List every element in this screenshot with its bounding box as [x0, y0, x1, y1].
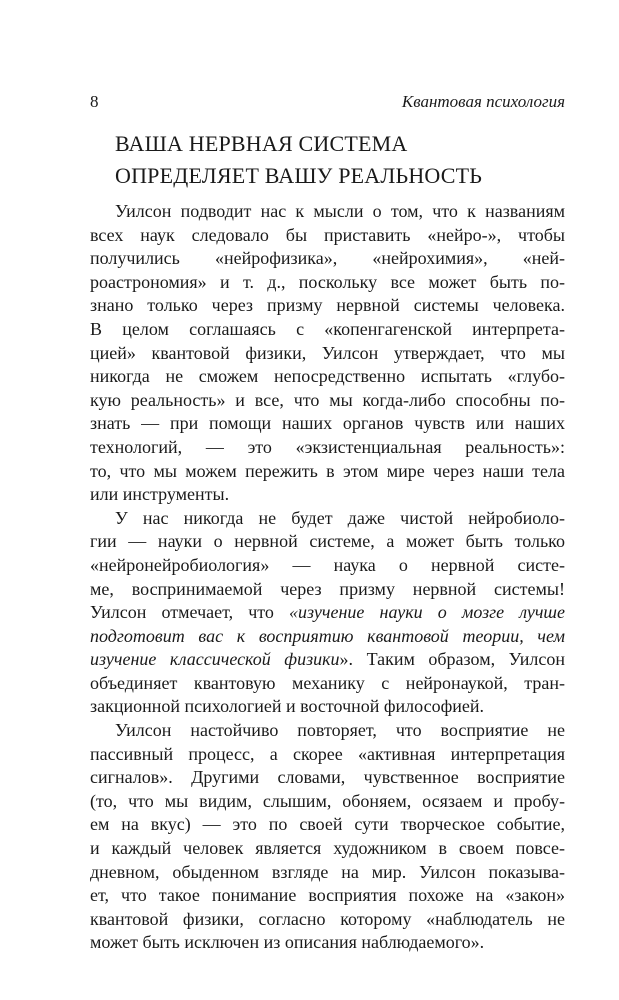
text-line: «нейронейробиология» — наука о нервной систе-: [90, 554, 565, 575]
quote-italic: изучение классической физики: [90, 649, 340, 670]
text-line: В целом соглашаясь с «копенгагенской интерпрета-: [90, 318, 565, 339]
text-line: ем на вкус) — это по своей сути творческое событие,: [90, 814, 565, 835]
body-text: [90, 200, 565, 955]
text-line: ме, воспринимаемой через призму нервной системы!: [90, 578, 565, 599]
text-line: Уилсон настойчиво повторяет, что восприятие не: [115, 720, 565, 741]
text-line: У нас никогда не будет даже чистой нейробиоло-: [115, 507, 565, 528]
text-line: получились «нейрофизика», «нейрохимия», «ней-: [90, 248, 565, 269]
text-line: знать — при помощи наших органов чувств или наших: [90, 413, 565, 434]
quote-italic: «изучение науки о мозге лучше: [289, 602, 565, 623]
text-line: дневном, обыденном взгляде на мир. Уилсон показыва-: [90, 861, 565, 882]
text-line: [90, 601, 565, 625]
section-heading: [115, 128, 482, 192]
section-heading-line-2: ОПРЕДЕЛЯЕТ ВАШУ РЕАЛЬНОСТЬ: [115, 163, 483, 188]
text-run: Уилсон отмечает, что: [90, 602, 290, 623]
book-title: Квантовая психология: [401, 92, 565, 111]
text-line: гии — науки о нервной системе, а может быть только: [90, 531, 565, 552]
text-line: (то, что мы видим, слышим, обоняем, осязаем и пробу-: [90, 790, 565, 811]
text-line: может быть исключен из описания наблюдаемого».: [90, 932, 485, 953]
page-number: 8: [90, 92, 99, 111]
text-line: никогда не сможем непосредственно испытать «глубо-: [90, 366, 565, 387]
text-line: закционной психологией и восточной философией.: [90, 696, 485, 717]
text-line: цией» квантовой физики, Уилсон утверждает, что мы: [90, 342, 565, 363]
text-line: роастрономия» и т. д., поскольку все может быть по-: [90, 271, 565, 292]
text-line: сигналов». Другими словами, чувственное восприятие: [90, 767, 565, 788]
text-line: Уилсон подводит нас к мысли о том, что к названиям: [115, 201, 565, 221]
text-line: всех наук следовало бы приставить «нейро-», чтобы: [90, 224, 565, 245]
paragraph-1: [90, 200, 565, 507]
text-line: технологий, — это «экзистенциальная реальность»:: [90, 436, 565, 457]
text-line: или инструменты.: [90, 484, 230, 505]
text-line: то, что мы можем пережить в этом мире через наши тела: [90, 460, 565, 481]
quote-italic: подготовит вас к восприятию квантовой теории, чем: [90, 625, 565, 646]
text-line: объединяет квантовую механику с нейронаукой, тран-: [90, 672, 565, 693]
section-heading-line-1: ВАША НЕРВНАЯ СИСТЕМА: [115, 131, 408, 156]
paragraph-2: [90, 507, 565, 719]
text-run: ». Таким образом, Уилсон: [339, 649, 566, 670]
text-line: [90, 625, 565, 649]
text-line: знано только через призму нервной системы человека.: [90, 295, 565, 316]
text-line: пассивный процесс, а скорее «активная интерпретация: [90, 743, 565, 764]
text-line: квантовой физики, согласно которому «наблюдатель не: [90, 908, 565, 929]
running-header: [90, 92, 565, 116]
text-line: ет, что такое понимание восприятия похоже на «закон»: [90, 885, 565, 906]
text-line: и каждый человек является художником в своем повсе-: [90, 838, 565, 859]
paragraph-3: [90, 719, 565, 955]
text-line: [90, 648, 565, 672]
text-line: кую реальность» и все, что мы когда-либо способны по-: [90, 389, 565, 410]
